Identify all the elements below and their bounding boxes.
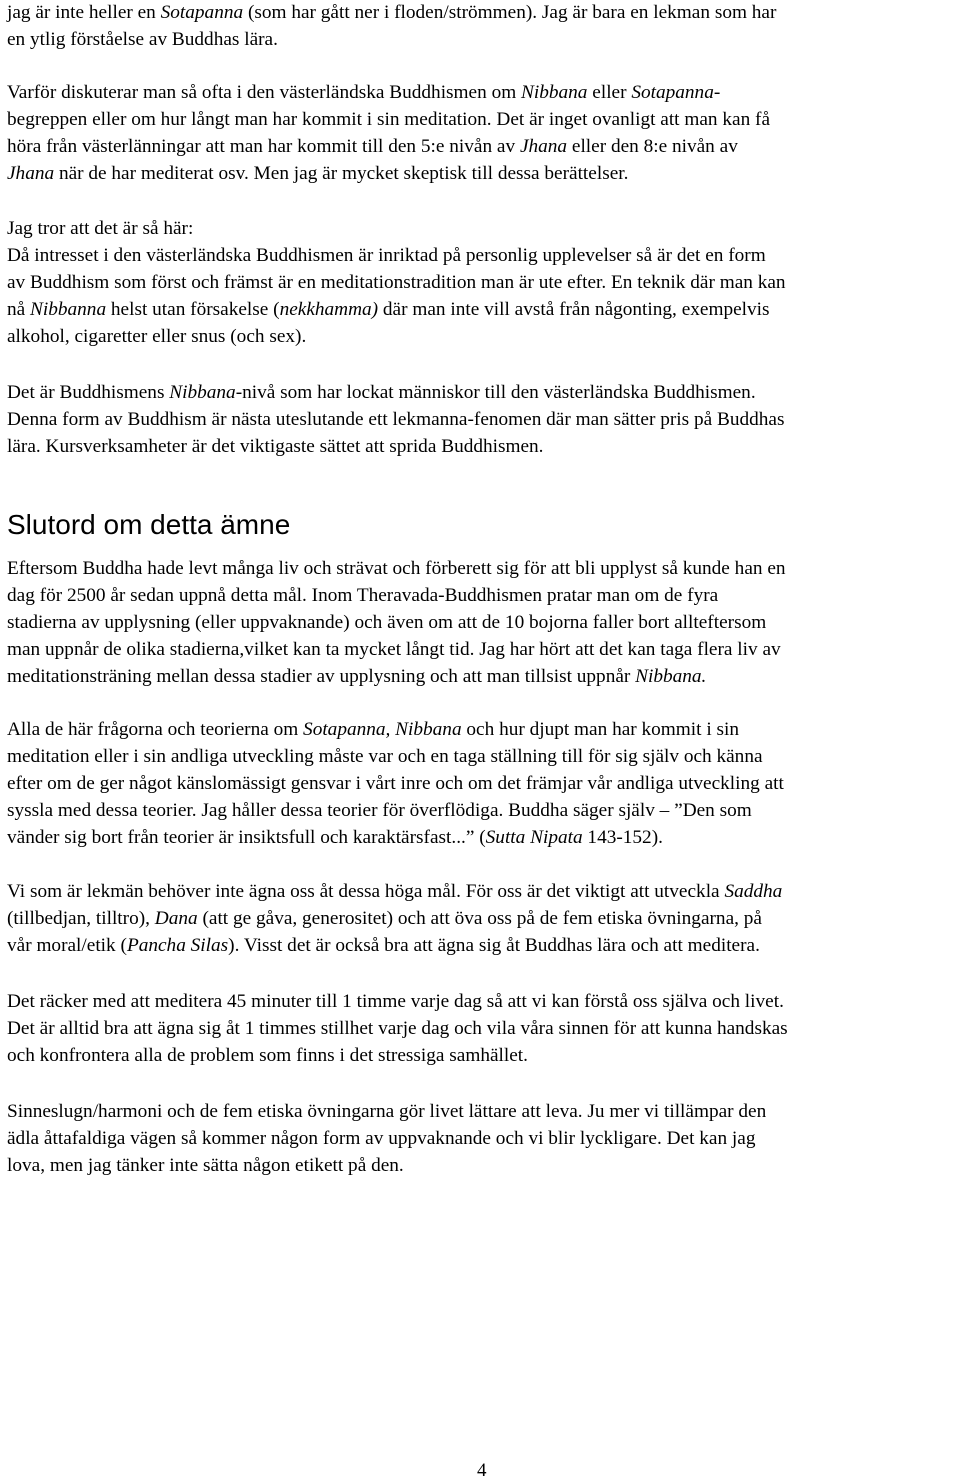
text-line: [7, 1152, 957, 1179]
text-run: stadierna av upplysning (eller uppvaknande) och även om att de 10 bojorna faller bort allteftersom: [7, 612, 767, 633]
text-line: [7, 26, 957, 53]
text-line: [7, 988, 957, 1015]
italic-term: Nibbanna: [30, 299, 107, 320]
text-line: [7, 878, 957, 905]
italic-term: Jhana: [519, 136, 568, 157]
text-line: [7, 296, 957, 323]
text-run: av Buddhism som först och främst är en meditationstradition man är ute efter. En teknik där man kan: [7, 272, 786, 293]
italic-term: Nibbana: [169, 382, 236, 403]
text-run: alkohol, cigaretter eller snus (och sex).: [7, 326, 307, 347]
text-run: ädla åttafaldiga vägen så kommer någon form av uppvaknande och vi blir lyckligare. Det kan jag: [7, 1128, 756, 1149]
text-line: [7, 932, 957, 959]
paragraph-det-racker: [7, 988, 957, 1069]
text-line: [7, 716, 957, 743]
text-line: [7, 433, 957, 460]
text-run: -: [713, 82, 721, 103]
text-line: [7, 79, 957, 106]
text-line: [7, 770, 957, 797]
text-run: 143-152).: [582, 827, 663, 848]
text-run: höra från västerlänningar att man har kommit till den 5:e nivån av: [7, 136, 520, 157]
italic-term: Nibbana: [521, 82, 588, 103]
text-run: eller den 8:e nivån av: [567, 136, 738, 157]
text-line: [7, 215, 957, 242]
text-line: [7, 609, 957, 636]
paragraph-vi-som-ar-lekman: [7, 878, 957, 959]
text-run: vår moral/etik (: [7, 935, 127, 956]
text-run: -nivå som har lockat människor till den västerländska Buddhismen.: [235, 382, 756, 403]
text-line: [7, 379, 957, 406]
text-line: [7, 555, 957, 582]
text-run: Sinneslugn/harmoni och de fem etiska övningarna gör livet lättare att leva. Ju mer vi tillämpar den: [7, 1101, 767, 1122]
text-run: Varför diskuterar man så ofta i den västerländska Buddhismen om: [7, 82, 522, 103]
italic-term: Nibbana.: [635, 666, 707, 687]
text-line: [7, 323, 957, 350]
text-line: [7, 160, 957, 187]
text-run: Jag tror att det är så här:: [7, 218, 194, 239]
paragraph-eftersom-buddha: [7, 555, 957, 690]
italic-term: nekkhamma): [279, 299, 379, 320]
text-run: lära. Kursverksamheter är det viktigaste sättet att sprida Buddhismen.: [7, 436, 544, 457]
text-run: meditation eller i sin andliga utveckling måste var och en taga ställning till för sig själv och känna: [7, 746, 763, 767]
text-line: [7, 582, 957, 609]
text-run: Det är alltid bra att ägna sig åt 1 timmes stillhet varje dag och vila våra sinnen för att kunna handskas: [7, 1018, 788, 1039]
text-run: Alla de här frågorna och teorierna om: [7, 719, 304, 740]
text-run: begreppen eller om hur långt man har kommit i sin meditation. Det är inget ovanligt att man kan få: [7, 109, 771, 130]
italic-term: Dana: [154, 908, 198, 929]
text-run: meditationsträning mellan dessa stadier av upplysning och att man tillsist uppnår: [7, 666, 636, 687]
text-line: [7, 1098, 957, 1125]
text-run: Denna form av Buddhism är nästa uteslutande ett lekmanna-fenomen där man sätter pris på Buddhas: [7, 409, 785, 430]
text-line: [7, 1042, 957, 1069]
text-run: Vi som är lekmän behöver inte ägna oss åt dessa höga mål. För oss är det viktigt att utveckla: [7, 881, 725, 902]
text-run: och konfrontera alla de problem som finns i det stressiga samhället.: [7, 1045, 528, 1066]
paragraph-sotapanna-continued: [7, 0, 957, 53]
text-run: lova, men jag tänker inte sätta någon etikett på den.: [7, 1155, 404, 1176]
paragraph-sinneslugn: [7, 1098, 957, 1179]
text-line: [7, 269, 957, 296]
page-number: 4: [477, 1460, 487, 1481]
italic-term: Sotapanna: [160, 2, 244, 23]
text-run: Då intresset i den västerländska Buddhismen är inriktad på personlig upplevelser så är det en form: [7, 245, 766, 266]
text-run: Det är Buddhismens: [7, 382, 170, 403]
text-line: [7, 106, 957, 133]
text-run: helst utan försakelse (: [106, 299, 280, 320]
italic-term: Sutta Nipata: [485, 827, 583, 848]
text-run: dag för 2500 år sedan uppnå detta mål. Inom Theravada-Buddhismen pratar man om de fyra: [7, 585, 719, 606]
text-line: [7, 242, 957, 269]
text-line: [7, 406, 957, 433]
text-line: [7, 1015, 957, 1042]
text-run: (som har gått ner i floden/strömmen). Jag är bara en lekman som har: [243, 2, 777, 23]
italic-term: Pancha Silas: [126, 935, 229, 956]
text-run: och hur djupt man har kommit i sin: [461, 719, 739, 740]
text-line: [7, 636, 957, 663]
text-line: [7, 1125, 957, 1152]
section-heading: Slutord om detta ämne: [7, 509, 291, 540]
text-line: [7, 133, 957, 160]
text-run: man uppnår de olika stadierna,vilket kan ta mycket långt tid. Jag har hört att det kan taga flera liv av: [7, 639, 781, 660]
text-run: när de har mediterat osv. Men jag är mycket skeptisk till dessa berättelser.: [54, 163, 629, 184]
text-run: en ytlig förståelse av Buddhas lära.: [7, 29, 278, 50]
text-line: [7, 905, 957, 932]
text-line: [7, 0, 957, 26]
text-run: (att ge gåva, generositet) och att öva oss på de fem etiska övningarna, på: [197, 908, 762, 929]
text-run: vänder sig bort från teorier är insiktsfull och karaktärsfast...” (: [7, 827, 486, 848]
text-run: jag är inte heller en: [7, 2, 161, 23]
text-run: syssla med dessa teorier. Jag håller dessa teorier för överflödiga. Buddha säger själv – ”Den som: [7, 800, 752, 821]
text-run: nå: [7, 299, 31, 320]
text-line: [7, 743, 957, 770]
italic-term: Jhana: [7, 163, 55, 184]
paragraph-varfor-diskuterar: [7, 79, 957, 187]
italic-term: Saddha: [724, 881, 783, 902]
paragraph-alla-de-har: [7, 716, 957, 851]
text-run: Eftersom Buddha hade levt många liv och strävat och förberett sig för att bli upplyst så kunde han en: [7, 558, 786, 579]
text-line: [7, 797, 957, 824]
paragraph-jag-tror: [7, 215, 957, 350]
text-run: Det räcker med att meditera 45 minuter till 1 timme varje dag så att vi kan förstå oss själva och livet.: [7, 991, 784, 1012]
italic-term: Sotapanna: [631, 82, 714, 103]
text-run: där man inte vill avstå från någonting, exempelvis: [378, 299, 770, 320]
italic-term: Sotapanna, Nibbana: [303, 719, 462, 740]
text-run: efter om de ger något känslomässigt gensvar i vårt inre och om det främjar vår andliga utveckling att: [7, 773, 784, 794]
paragraph-buddhismens-nibbana: [7, 379, 957, 460]
text-run: ). Visst det är också bra att ägna sig åt Buddhas lära och att meditera.: [228, 935, 760, 956]
text-run: eller: [587, 82, 632, 103]
text-run: (tillbedjan, tilltro),: [7, 908, 155, 929]
text-line: [7, 663, 957, 690]
text-line: [7, 824, 957, 851]
